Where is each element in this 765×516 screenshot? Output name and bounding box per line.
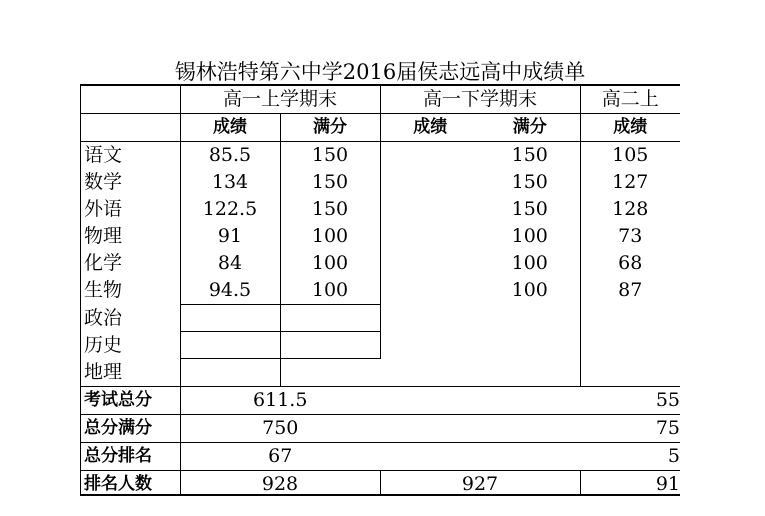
table-row — [81, 250, 680, 277]
score-cell — [380, 196, 480, 223]
score-cell — [580, 359, 680, 387]
table-row — [81, 277, 680, 305]
score-cell: 85.5 — [180, 142, 280, 170]
score-cell — [580, 332, 680, 359]
score-cell: 127 — [612, 171, 649, 193]
score-cell — [380, 169, 480, 196]
summary-label: 总分满分 — [81, 414, 180, 442]
table-row — [81, 142, 680, 170]
page-title: 锡林浩特第六中学2016届侯志远高中成绩单 — [174, 60, 586, 84]
subject-label: 物理 — [81, 223, 180, 250]
term-header-row — [81, 86, 680, 114]
full-mark-cell: 100 — [480, 250, 580, 277]
col-header: 满分 — [280, 114, 380, 142]
summary-value: 611.5 — [180, 386, 380, 414]
subject-label: 历史 — [81, 332, 180, 359]
table-row — [81, 223, 680, 250]
score-cell: 134 — [180, 169, 280, 196]
score-cell: 91 — [180, 223, 280, 250]
summary-value: 928 — [180, 470, 380, 496]
full-mark-cell — [280, 359, 380, 387]
score-cell — [380, 277, 480, 305]
full-mark-cell: 150 — [280, 196, 380, 223]
summary-value — [380, 442, 580, 470]
table-row — [81, 305, 680, 332]
full-mark-cell — [480, 305, 580, 332]
table-left-border — [80, 86, 81, 496]
score-cell: 68 — [618, 252, 643, 274]
full-mark-cell: 150 — [480, 169, 580, 196]
summary-row — [81, 470, 680, 496]
score-cell — [380, 305, 480, 332]
score-cell: 84 — [180, 250, 280, 277]
full-mark-cell: 100 — [480, 223, 580, 250]
summary-row — [81, 442, 680, 470]
term-header: 高二上 — [580, 86, 680, 114]
col-header-row — [81, 114, 680, 142]
summary-value: 67 — [180, 442, 380, 470]
summary-row — [81, 414, 680, 442]
full-mark-cell: 150 — [480, 196, 580, 223]
grade-table — [81, 86, 680, 496]
full-mark-cell: 100 — [280, 250, 380, 277]
full-mark-cell: 150 — [280, 169, 380, 196]
summary-label: 排名人数 — [81, 470, 180, 496]
score-cell: 105 — [612, 144, 649, 166]
summary-label: 考试总分 — [81, 386, 180, 414]
col-header: 成绩 — [380, 114, 480, 142]
table-row — [81, 332, 680, 359]
full-mark-cell — [280, 305, 380, 332]
col-header: 成绩 — [580, 114, 680, 142]
col-header: 成绩 — [180, 114, 280, 142]
summary-value: 75 — [580, 414, 680, 442]
table-row — [81, 169, 680, 196]
full-mark-cell: 150 — [480, 142, 580, 170]
score-cell: 73 — [618, 225, 643, 247]
table-bottom-border — [80, 494, 680, 496]
table-row — [81, 359, 680, 387]
subject-label: 化学 — [81, 250, 180, 277]
score-cell — [380, 223, 480, 250]
summary-value: 927 — [380, 470, 580, 496]
full-mark-cell — [480, 332, 580, 359]
summary-value — [380, 386, 580, 414]
term-header: 高一下学期末 — [380, 86, 580, 114]
score-cell — [180, 305, 280, 332]
score-cell: 87 — [618, 279, 643, 302]
score-cell — [380, 332, 480, 359]
full-mark-cell: 100 — [480, 277, 580, 305]
full-mark-cell: 100 — [280, 223, 380, 250]
col-header: 满分 — [480, 114, 580, 142]
subject-label: 数学 — [81, 169, 180, 196]
full-mark-cell: 150 — [280, 142, 380, 170]
summary-row — [81, 386, 680, 414]
corner-cell — [81, 86, 180, 114]
subject-label: 政治 — [81, 305, 180, 332]
full-mark-cell — [480, 359, 580, 387]
score-cell — [580, 305, 680, 332]
summary-label: 总分排名 — [81, 442, 180, 470]
term-header: 高一上学期末 — [180, 86, 380, 114]
table-row — [81, 196, 680, 223]
score-cell: 94.5 — [180, 277, 280, 305]
score-cell — [180, 359, 280, 387]
subject-label: 外语 — [81, 196, 180, 223]
subject-label: 生物 — [81, 277, 180, 305]
grade-table-viewport — [81, 86, 680, 496]
summary-value: 750 — [180, 414, 380, 442]
corner-cell — [81, 114, 180, 142]
score-cell — [380, 250, 480, 277]
score-cell: 122.5 — [180, 196, 280, 223]
subject-label: 语文 — [81, 142, 180, 170]
summary-value: 5 — [580, 442, 680, 470]
subject-label: 地理 — [81, 359, 180, 387]
score-cell: 128 — [612, 198, 649, 220]
score-cell — [180, 332, 280, 359]
summary-value — [380, 414, 580, 442]
summary-value: 91 — [580, 470, 680, 496]
summary-value: 55 — [580, 386, 680, 414]
full-mark-cell: 100 — [280, 277, 380, 305]
full-mark-cell — [280, 332, 380, 359]
score-cell — [380, 142, 480, 170]
score-cell — [380, 359, 480, 387]
